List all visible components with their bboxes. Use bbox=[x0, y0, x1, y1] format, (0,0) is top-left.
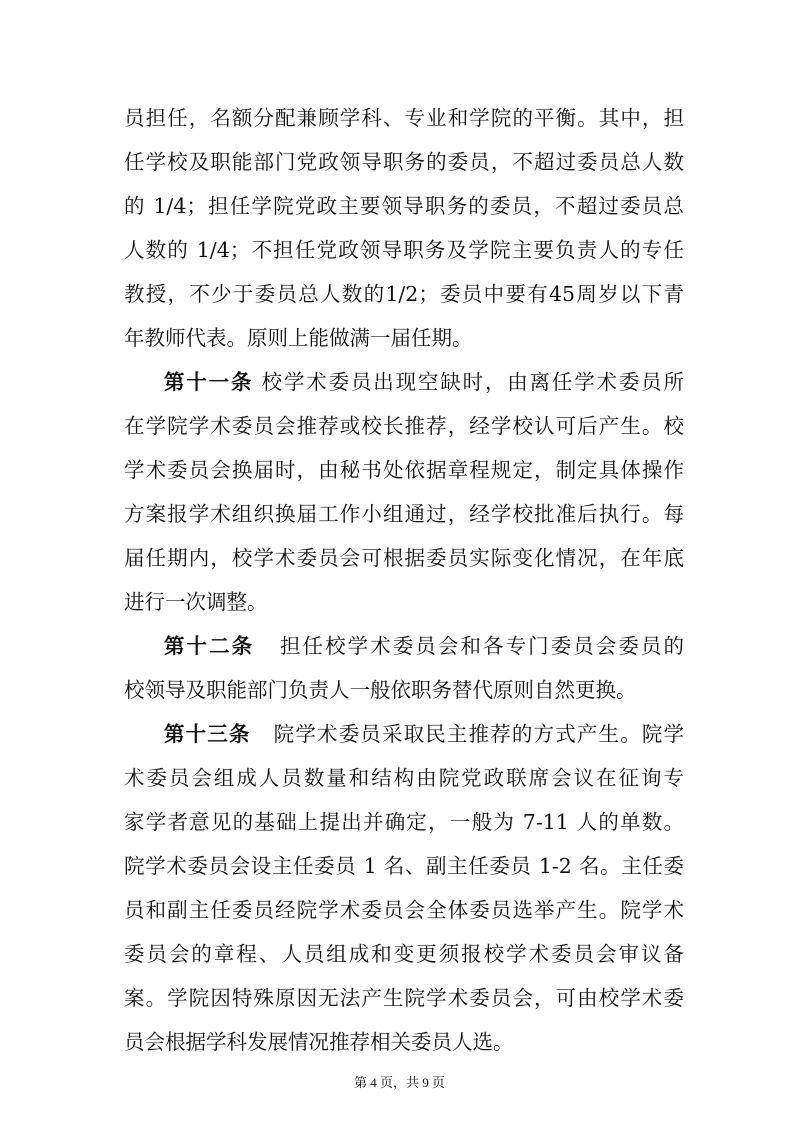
text-line: 员和副主任委员经院学术委员会全体委员选举产生。院学术 bbox=[124, 898, 684, 922]
article-13-first-line bbox=[164, 714, 684, 754]
article-number: 第十三条 bbox=[164, 722, 251, 746]
article-11-first-line bbox=[164, 362, 684, 402]
article-text: 校学术委员出现空缺时，由离任学术委员所 bbox=[261, 370, 685, 394]
article-text: 担任校学术委员会和各专门委员会委员的 bbox=[279, 634, 685, 658]
text-line: 案。学院因特殊原因无法产生院学术委员会，可由校学术委 bbox=[124, 986, 684, 1010]
text-line: 院学术委员会设主任委员 1 名、副主任委员 1-2 名。主任委 bbox=[124, 854, 684, 878]
article-12-first-line bbox=[164, 626, 684, 666]
page-footer: 第 4 页，共 9 页 bbox=[353, 1075, 445, 1090]
article-number: 第十二条 bbox=[164, 634, 255, 658]
text-line: 员会根据学科发展情况推荐相关委员人选。 bbox=[124, 1030, 514, 1054]
text-line: 校领导及职能部门负责人一般依职务替代原则自然更换。 bbox=[124, 678, 637, 702]
text-line: 年教师代表。原则上能做满一届任期。 bbox=[124, 326, 473, 350]
text-line: 委员会的章程、人员组成和变更须报校学术委员会审议备 bbox=[124, 942, 684, 966]
text-line: 术委员会组成人员数量和结构由院党政联席会议在征询专 bbox=[124, 766, 684, 790]
text-line: 进行一次调整。 bbox=[124, 590, 268, 614]
text-line: 的 1/4；担任学院党政主要领导职务的委员，不超过委员总 bbox=[124, 194, 684, 218]
text-line: 在学院学术委员会推荐或校长推荐，经学校认可后产生。校 bbox=[124, 414, 684, 438]
text-line: 教授，不少于委员总人数的1/2；委员中要有45周岁以下青 bbox=[124, 282, 684, 306]
text-line: 员担任，名额分配兼顾学科、专业和学院的平衡。其中，担 bbox=[124, 106, 684, 130]
text-line: 任学校及职能部门党政领导职务的委员，不超过委员总人数 bbox=[124, 150, 684, 174]
article-number: 第十一条 bbox=[164, 370, 254, 394]
text-line: 方案报学术组织换届工作小组通过，经学校批准后执行。每 bbox=[124, 502, 684, 526]
text-line: 学术委员会换届时，由秘书处依据章程规定，制定具体操作 bbox=[124, 458, 684, 482]
text-line: 届任期内，校学术委员会可根据委员实际变化情况，在年底 bbox=[124, 546, 684, 570]
article-text: 院学术委员采取民主推荐的方式产生。院学 bbox=[273, 722, 685, 746]
text-line: 人数的 1/4；不担任党政领导职务及学院主要负责人的专任 bbox=[124, 238, 684, 262]
text-line: 家学者意见的基础上提出并确定，一般为 7-11 人的单数。 bbox=[124, 810, 684, 834]
